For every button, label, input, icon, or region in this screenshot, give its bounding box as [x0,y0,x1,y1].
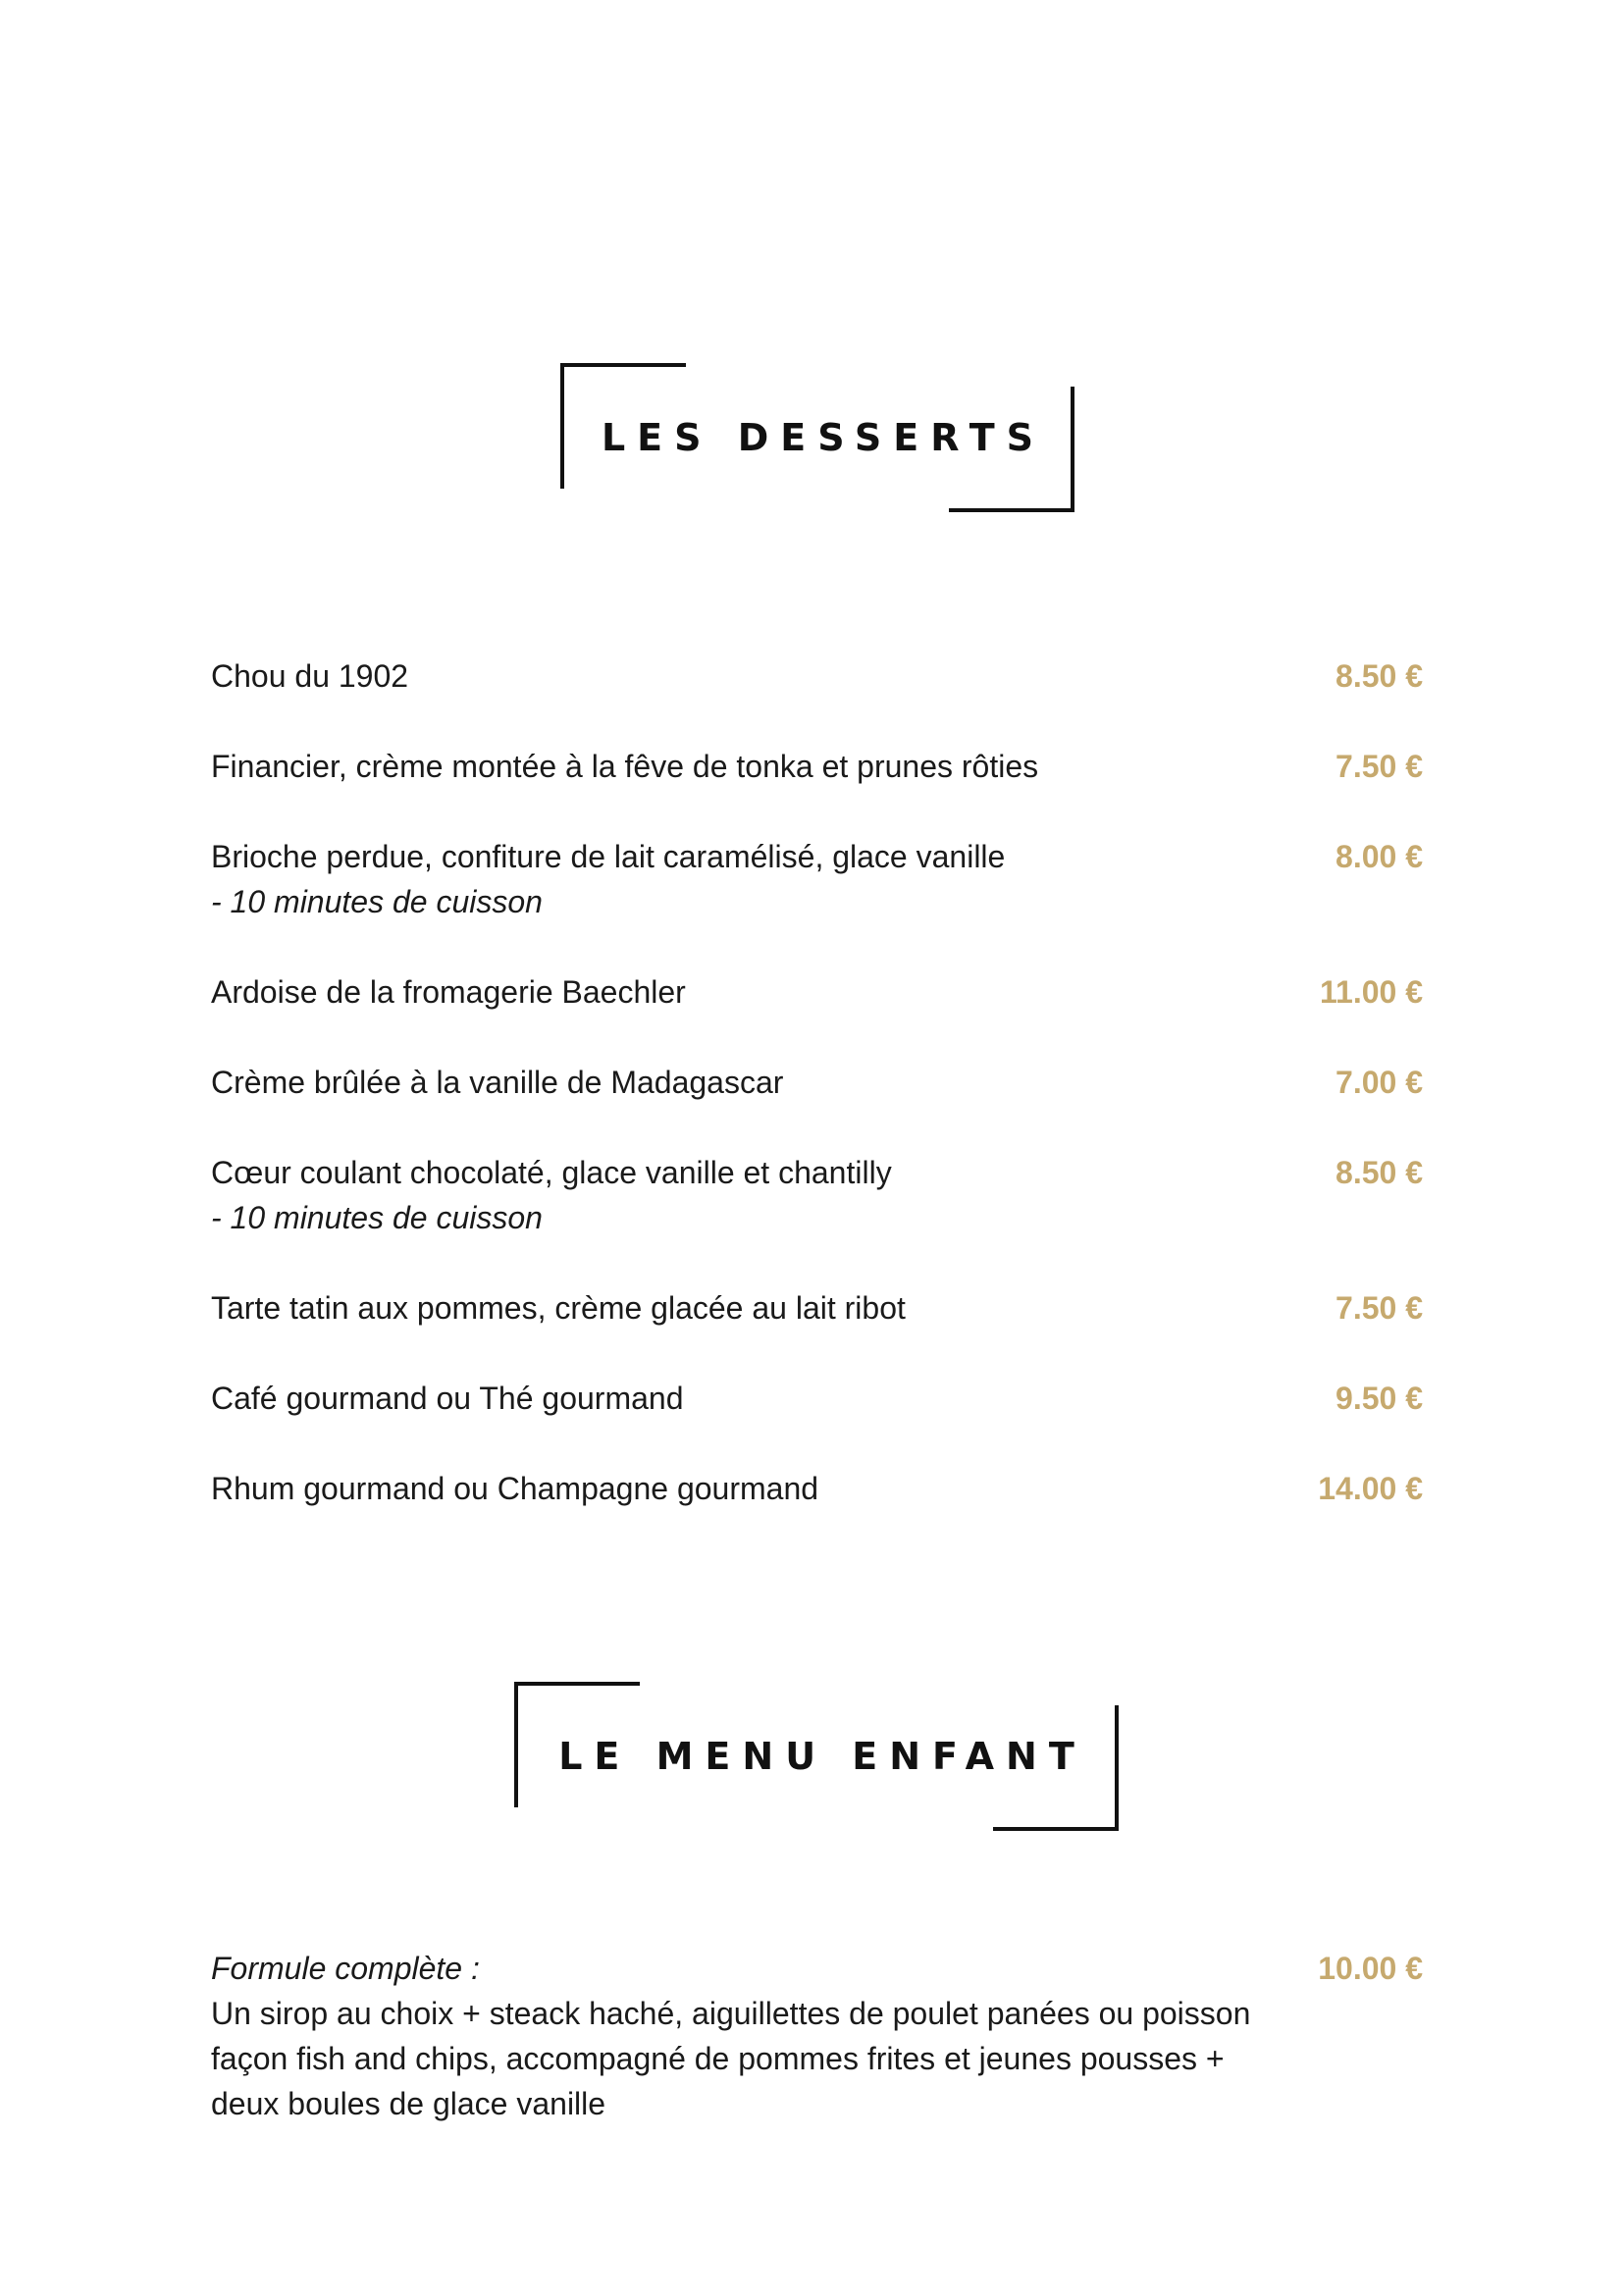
formula-label: Formule complète : [211,1951,480,1986]
desserts-section-title: LES DESSERTS [601,416,1046,459]
dessert-description [211,1376,684,1421]
dessert-price: 7.50 € [1336,1290,1423,1326]
dessert-name: Tarte tatin aux pommes, crème glacée au lait ribot [211,1290,906,1326]
dessert-price: 7.50 € [1336,749,1423,784]
dessert-description [211,653,408,699]
dessert-price: 11.00 € [1320,974,1423,1010]
dessert-description [211,969,686,1015]
dessert-description [211,1466,818,1511]
dessert-item [211,653,1423,699]
dessert-name: Brioche perdue, confiture de lait caramélisé, glace vanille [211,839,1006,874]
kids-menu-formula [211,1946,1423,2126]
dessert-item [211,969,1423,1015]
dessert-description [211,1060,783,1105]
formula-details: Un sirop au choix + steack haché, aiguillettes de poulet panées ou poisson façon fish and chips, accompagné de pommes frites et jeunes pousses + deux boules de glace vanille [211,1996,1251,2121]
dessert-name: Café gourmand ou Thé gourmand [211,1381,684,1416]
kids-menu-section-title: LE MENU ENFANT [558,1735,1086,1778]
desserts-title-frame [560,363,1074,512]
dessert-description [211,744,1038,789]
dessert-item [211,1285,1423,1331]
desserts-list [211,653,1423,1556]
dessert-description [211,1150,892,1240]
formula-price: 10.00 € [1318,1951,1423,1986]
dessert-item [211,1466,1423,1511]
dessert-note: - 10 minutes de cuisson [211,884,543,919]
dessert-description [211,834,1005,924]
dessert-price: 8.50 € [1336,658,1423,694]
formula-description [211,1946,1251,2126]
dessert-name: Crème brûlée à la vanille de Madagascar [211,1065,784,1100]
dessert-name: Financier, crème montée à la fêve de tonka et prunes rôties [211,749,1039,784]
dessert-description [211,1285,906,1331]
dessert-item [211,1060,1423,1105]
dessert-item [211,1376,1423,1421]
dessert-price: 9.50 € [1336,1381,1423,1416]
dessert-name: Cœur coulant chocolaté, glace vanille et chantilly [211,1155,892,1190]
dessert-item [211,744,1423,789]
dessert-price: 14.00 € [1318,1471,1423,1506]
dessert-item [211,1150,1423,1240]
kids-menu-title-frame [514,1682,1119,1831]
dessert-note: - 10 minutes de cuisson [211,1200,543,1235]
kids-menu-list [211,1946,1423,2171]
dessert-item [211,834,1423,924]
dessert-name: Rhum gourmand ou Champagne gourmand [211,1471,819,1506]
dessert-price: 7.00 € [1336,1065,1423,1100]
dessert-price: 8.00 € [1336,839,1423,874]
dessert-price: 8.50 € [1336,1155,1423,1190]
dessert-name: Ardoise de la fromagerie Baechler [211,974,686,1010]
dessert-name: Chou du 1902 [211,658,409,694]
